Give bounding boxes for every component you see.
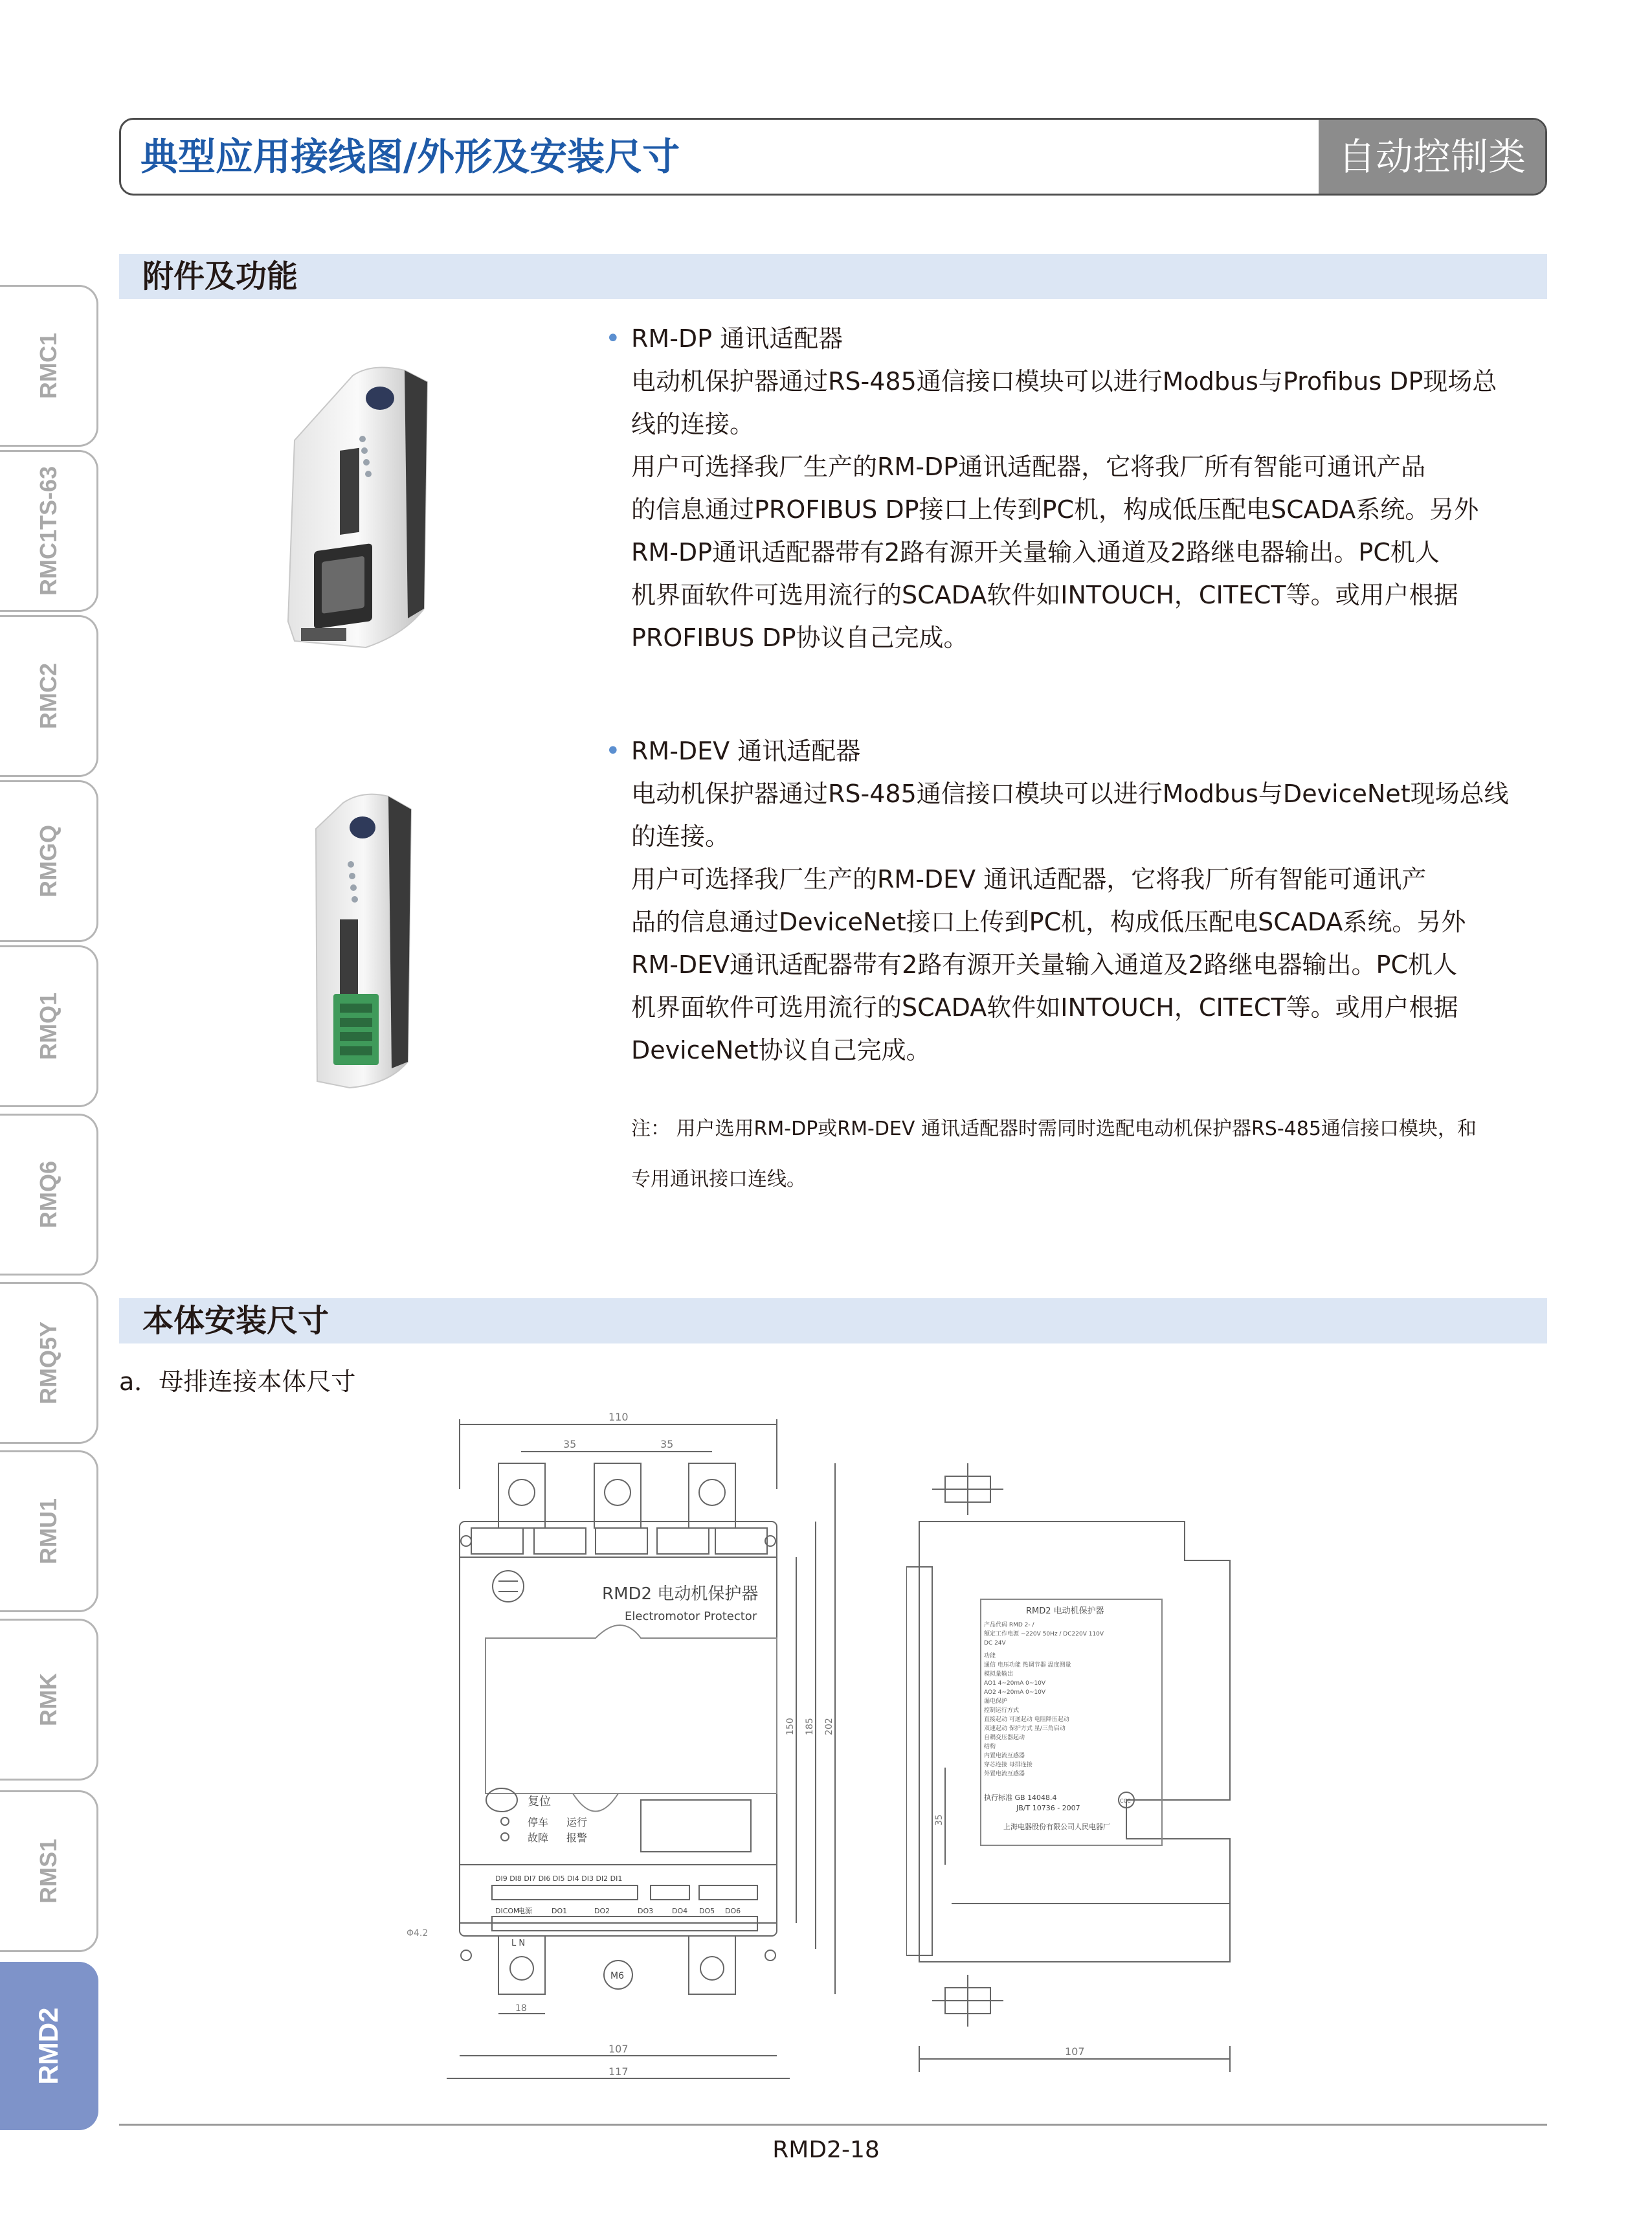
rm-dev-title: • RM-DEV 通讯适配器 [631, 730, 1547, 772]
side-label-line: 直接起动 可逆起动 电阻降压起动 [984, 1716, 1069, 1723]
dim-pitch-right: 35 [660, 1438, 674, 1450]
dim-hole: 18 [515, 2003, 527, 2014]
side-tab-rmq1[interactable] [0, 945, 98, 1107]
side-tab-rmgq[interactable] [0, 780, 98, 942]
front-stop-label: 停车 [528, 1816, 549, 1828]
side-tab-rms1[interactable] [0, 1790, 98, 1952]
side-label-line: 结构 [984, 1744, 996, 1750]
rm-dev-line: 机界面软件可选用流行的SCADA软件如INTOUCH，CITECT等。或用户根据 [631, 993, 1458, 1022]
side-standard-2: JB/T 10736 - 2007 [1016, 1804, 1080, 1812]
rm-dp-line: 机界面软件可选用流行的SCADA软件如INTOUCH，CITECT等。或用户根据 [631, 581, 1458, 609]
side-tab-label: RMC2 [34, 662, 61, 730]
front-reset-label: 复位 [528, 1795, 551, 1808]
side-label-line: 功能 [984, 1653, 996, 1659]
dim-bottom-inner: 107 [608, 2043, 629, 2055]
rm-dp-line: PROFIBUS DP协议自己完成。 [631, 624, 968, 652]
side-tab-rmq6[interactable] [0, 1114, 98, 1276]
side-label-line: 漏电保护 [984, 1698, 1008, 1705]
front-run-label: 运行 [566, 1816, 588, 1828]
dim-overall-width: 110 [608, 1411, 629, 1423]
side-label-line: 双速起动 保护方式 星/三角启动 [984, 1726, 1066, 1732]
rm-dp-adapter-image [275, 363, 443, 660]
side-label-line: 自耦变压器起动 [984, 1735, 1025, 1741]
side-tab-label: RMS1 [34, 1838, 61, 1904]
rm-dp-line: RM-DP通讯适配器带有2路有源开关量输入通道及2路继电器输出。PC机人 [631, 538, 1440, 567]
side-label-line: 外置电流互感器 [984, 1771, 1025, 1777]
front-term-do4: DO4 [672, 1907, 688, 1915]
rm-dp-line: 线的连接。 [631, 410, 755, 438]
front-brand-en: Electromotor Protector [625, 1610, 757, 1623]
side-tab-label: RMQ5Y [34, 1321, 61, 1405]
section-title: 本体安装尺寸 [142, 1303, 329, 1339]
front-alarm-label: 报警 [566, 1832, 588, 1844]
side-tab-label: RMQ6 [34, 1160, 61, 1229]
front-term-do3: DO3 [638, 1907, 654, 1915]
rm-dev-adapter-image [304, 790, 434, 1094]
footer-divider [119, 2124, 1547, 2126]
rm-dev-line: 电动机保护器通过RS-485通信接口模块可以进行Modbus与DeviceNet现场总线 [631, 780, 1509, 808]
side-tab-rmu1[interactable] [0, 1450, 98, 1612]
front-di-terminals: DI9 DI8 DI7 DI6 DI5 DI4 DI3 DI2 DI1 [495, 1874, 623, 1883]
side-tab-label: RMD2 [32, 2007, 63, 2085]
side-tab-rmc2[interactable] [0, 615, 98, 777]
front-brand: RMD2 电动机保护器 [602, 1584, 759, 1604]
page-title: 典型应用接线图/外形及安装尺寸 [140, 135, 680, 179]
front-view-drawing [401, 1411, 867, 2085]
side-tab-label: RMQ1 [34, 992, 61, 1061]
category-label: 自动控制类 [1319, 120, 1545, 194]
rm-dev-line: RM-DEV通讯适配器带有2路有源开关量输入通道及2路继电器输出。PC机人 [631, 950, 1457, 979]
note-line: 专用通讯接口连线。 [631, 1168, 806, 1191]
side-label-line: 通信 电压功能 热调节器 温度测量 [984, 1662, 1071, 1669]
front-term-do5: DO5 [699, 1907, 715, 1915]
front-term-dicom: DICOM [495, 1907, 520, 1915]
front-term-do6: DO6 [725, 1907, 741, 1915]
rm-dp-description [631, 317, 1547, 659]
side-tab-rmq5y[interactable] [0, 1282, 98, 1444]
front-term-do1: DO1 [552, 1907, 568, 1915]
rm-dp-line: 用户可选择我厂生产的RM-DP通讯适配器，它将我厂所有智能可通讯产品 [631, 453, 1426, 481]
side-tab-rmc1[interactable] [0, 285, 98, 447]
side-label-line: 额定工作电源 ~220V 50Hz / DC220V 110V [984, 1631, 1104, 1637]
dim-hole-dia: Φ4.2 [407, 1928, 429, 1939]
section-bar-accessories [119, 254, 1547, 299]
front-fault-label: 故障 [528, 1832, 549, 1844]
side-tab-label: RMU1 [34, 1498, 61, 1565]
side-label-line: 控制运行方式 [984, 1707, 1020, 1714]
rm-dev-line: 的连接。 [631, 822, 730, 851]
dim-h3: 202 [824, 1718, 834, 1735]
side-tab-label: RMC1TS-63 [34, 466, 61, 596]
note-text [631, 1104, 1547, 1205]
side-tab-label: RMGQ [34, 825, 61, 897]
page-number: RMD2-18 [772, 2137, 880, 2163]
side-label-line: 内置电流互感器 [984, 1753, 1025, 1759]
dim-h2: 185 [805, 1718, 815, 1735]
front-ln-label: L N [511, 1939, 526, 1948]
rm-dev-line: 用户可选择我厂生产的RM-DEV 通讯适配器，它将我厂所有智能可通讯产 [631, 865, 1427, 894]
side-label-line: AO1 4~20mA 0~10V [984, 1680, 1046, 1687]
ccc-mark: CCC [1120, 1798, 1131, 1804]
note-line: 注： 用户选用RM-DP或RM-DEV 通讯适配器时需同时选配电动机保护器RS-485通信接口模块，和 [631, 1118, 1477, 1140]
side-view-drawing [906, 1463, 1269, 2085]
front-m6-label: M6 [610, 1971, 624, 1981]
rm-dev-line: DeviceNet协议自己完成。 [631, 1036, 931, 1064]
side-tab-label: RMC1 [34, 332, 61, 399]
rm-dev-description [631, 730, 1547, 1072]
side-tab-rmc1ts63[interactable] [0, 450, 98, 612]
dim-bottom-outer: 117 [608, 2065, 629, 2078]
dim-h1: 150 [785, 1718, 796, 1735]
page-header [119, 118, 1547, 196]
side-tab-rmk[interactable] [0, 1619, 98, 1781]
section-bar-dimensions [119, 1298, 1547, 1343]
side-label-line: 产品代码 RMD 2- / [984, 1622, 1034, 1628]
side-tab-label: RMK [34, 1673, 61, 1726]
side-maker: 上海电器股份有限公司人民电器厂 [1003, 1823, 1110, 1831]
rm-dp-line: 电动机保护器通过RS-485通信接口模块可以进行Modbus与Profibus DP现场总 [631, 367, 1497, 396]
side-label-line: AO2 4~20mA 0~10V [984, 1689, 1046, 1696]
section-title: 附件及功能 [142, 258, 298, 295]
side-tab-rmd2[interactable] [0, 1962, 98, 2130]
side-label-line: 穿芯连接 母排连接 [984, 1762, 1032, 1768]
rm-dp-title: • RM-DP 通讯适配器 [631, 317, 1547, 360]
sub-caption: a．母排连接本体尺寸 [119, 1367, 356, 1396]
rm-dev-line: 品的信息通过DeviceNet接口上传到PC机，构成低压配电SCADA系统。另外 [631, 908, 1466, 936]
front-term-power: 电源 [518, 1907, 532, 1915]
dim-rail: 35 [934, 1814, 944, 1826]
dim-side-width: 107 [1065, 2045, 1085, 2058]
side-standard: 执行标准 GB 14048.4 [984, 1793, 1057, 1802]
side-label-title: RMD2 电动机保护器 [1026, 1606, 1104, 1616]
side-label-line: 模拟量输出 [984, 1671, 1014, 1678]
side-label-line: DC 24V [984, 1640, 1006, 1647]
dim-pitch-left: 35 [563, 1438, 577, 1450]
front-term-do2: DO2 [594, 1907, 610, 1915]
rm-dp-line: 的信息通过PROFIBUS DP接口上传到PC机，构成低压配电SCADA系统。另外 [631, 495, 1479, 524]
